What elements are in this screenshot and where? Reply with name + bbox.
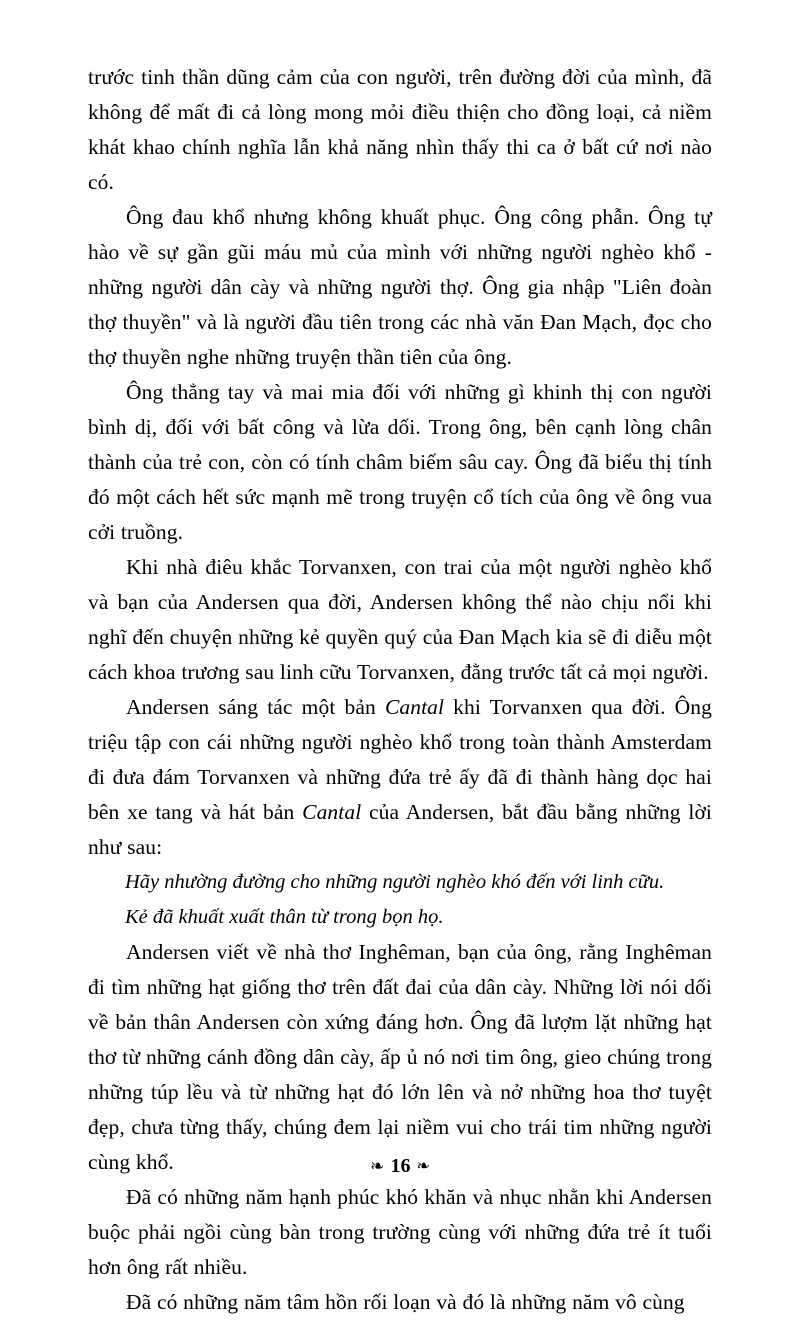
- fleuron-ornament-right-icon: ❧: [416, 1158, 431, 1175]
- work-title-cantal-second: Cantal: [302, 800, 362, 824]
- paragraph-5-with-italic-titles: [88, 690, 712, 865]
- paragraph-8: Đã có những năm tâm hồn rối loạn và đó là những năm vô cùng: [126, 1290, 685, 1314]
- paragraph-4: Khi nhà điêu khắc Torvanxen, con trai của một người nghèo khổ và bạn của Andersen qua đời, Andersen không thể nào chịu nổi khi nghĩ đến chuyện những kẻ quyền quý của Đan Mạch kia sẽ đi diễu một cách khoa trương sau linh cữu Torvanxen, đằng trước tất cả mọi người.: [88, 555, 712, 684]
- paragraph-6: Andersen viết về nhà thơ Inghêman, bạn của ông, rằng Inghêman đi tìm những hạt giống thơ trên đất đai của dân cày. Những lời nói dối về bản thân Andersen còn xứng đáng hơn. Ông đã lượm lặt những hạt thơ từ những cánh đồng dân cày, ấp ủ nó nơi tim ông, gieo chúng trong những túp lều và từ những hạt đó lớn lên và nở những hoa thơ tuyệt đẹp, chưa từng thấy, chúng đem lại niềm vui cho trái tim những người cùng khổ.: [88, 940, 712, 1174]
- paragraph-7: Đã có những năm hạnh phúc khó khăn và nhục nhằn khi Andersen buộc phải ngồi cùng bàn trong trường cùng với những đứa trẻ ít tuổi hơn ông rất nhiều.: [88, 1185, 712, 1279]
- page-footer-folio: [0, 1152, 800, 1181]
- paragraph-3: Ông thẳng tay và mai mia đối với những gì khinh thị con người bình dị, đối với bất công và lừa dối. Trong ông, bên cạnh lòng chân thành của trẻ con, còn có tính châm biếm sâu cay. Ông đã biểu thị tính đó một cách hết sức mạnh mẽ trong truyện cổ tích của ông về ông vua cởi truồng.: [88, 380, 712, 544]
- paragraph-2: Ông đau khổ nhưng không khuất phục. Ông công phẫn. Ông tự hào về sự gần gũi máu mủ của mình với những người nghèo khổ - những người dân cày và những người thợ. Ông gia nhập "Liên đoàn thợ thuyền" và là người đầu tiên trong các nhà văn Đan Mạch, đọc cho thợ thuyền nghe những truyện thần tiên của ông.: [88, 205, 712, 369]
- paragraph-5-text-part-3: của Andersen, bắt đầu bằng những lời như sau:: [88, 800, 712, 859]
- paragraph-5-text-part-1: Andersen sáng tác một bản: [126, 695, 385, 719]
- page-text-block: [88, 60, 712, 1320]
- fleuron-ornament-left-icon: ☙: [369, 1158, 385, 1175]
- work-title-cantal-first: Cantal: [384, 695, 445, 719]
- paragraph-continued: trước tinh thần dũng cảm của con người, trên đường đời của mình, đã không để mất đi cả lòng mong mỏi điều thiện cho đồng loại, cả niềm khát khao chính nghĩa lẫn khả năng nhìn thấy thi ca ở bất cứ nơi nào có.: [88, 65, 712, 194]
- paragraph-5-text-part-2: khi Torvanxen qua đời. Ông triệu tập con cái những người nghèo khổ trong toàn thành Amsterdam đi đưa đám Torvanxen và những đứa trẻ ấy đã đi thành hàng dọc hai bên xe tang và hát bản: [88, 695, 713, 824]
- verse-line-2: Kẻ đã khuất xuất thân từ trong bọn họ.: [125, 906, 444, 928]
- verse-line-1: Hãy nhường đường cho những người nghèo khó đến với linh cữu.: [125, 871, 665, 893]
- page-number: 16: [390, 1155, 411, 1177]
